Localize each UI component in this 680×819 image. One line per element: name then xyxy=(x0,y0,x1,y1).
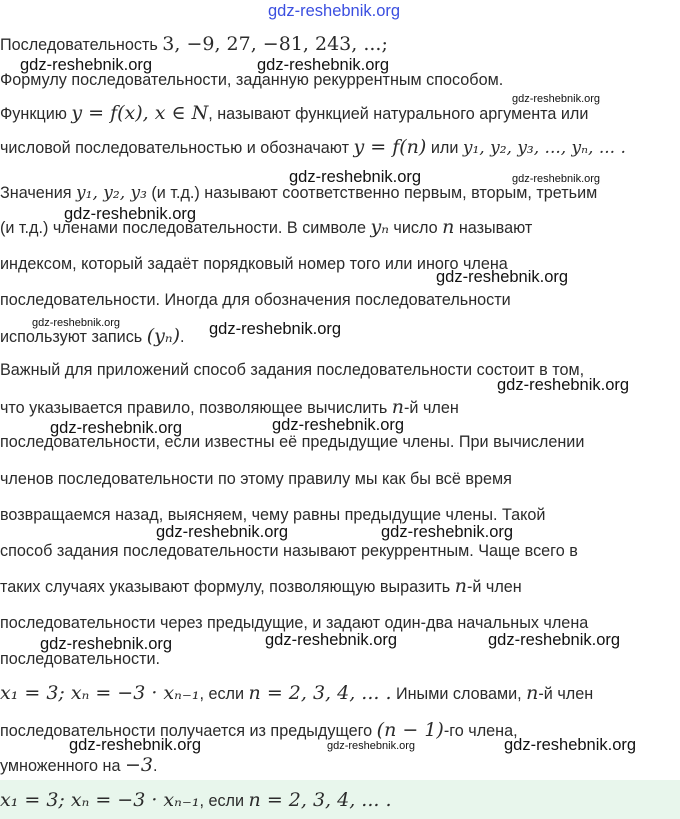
watermark: gdz-reshebnik.org xyxy=(497,376,630,394)
watermark: gdz-reshebnik.org xyxy=(257,56,390,74)
watermark: gdz-reshebnik.org xyxy=(265,631,398,649)
watermark: gdz-reshebnik.org xyxy=(20,56,153,74)
watermark: gdz-reshebnik.org xyxy=(32,317,121,329)
text-line: возвращаемся назад, выясняем, чему равны предыдущие члены. Такой xyxy=(0,506,546,524)
answer-formula: x₁ = 3; xₙ = −3 · xₙ₋₁, если n = 2, 3, 4, ... . xyxy=(0,789,392,811)
formula-line: x₁ = 3; xₙ = −3 · xₙ₋₁, если n = 2, 3, 4, ... . Иными словами, n-й член xyxy=(0,682,594,704)
text-line: таких случаях указывают формулу, позволяющую выразить n-й член xyxy=(0,575,522,597)
watermark: gdz-reshebnik.org xyxy=(209,320,342,338)
watermark: gdz-reshebnik.org xyxy=(289,168,422,186)
text-line: Значения y₁, y₂, y₃ (и т.д.) называют соответственно первым, вторым, третьим xyxy=(0,183,598,203)
watermark: gdz-reshebnik.org xyxy=(512,93,601,105)
watermark: gdz-reshebnik.org xyxy=(436,268,569,286)
text-line: последовательности, если известны её предыдущие члены. При вычислении xyxy=(0,433,585,451)
text-line: числовой последовательностью и обозначают y = f(n) или y₁, y₂, y₃, ..., yₙ, ... . xyxy=(0,136,626,158)
watermark: gdz-reshebnik.org xyxy=(504,736,637,754)
watermark: gdz-reshebnik.org xyxy=(381,523,514,541)
text-line: последовательности получается из предыдущего (n − 1)-го члена, xyxy=(0,719,518,741)
sequence-line: Последовательность 3, −9, 27, −81, 243, ...; xyxy=(0,33,388,55)
watermark: gdz-reshebnik.org xyxy=(272,416,405,434)
text-line: последовательности. Иногда для обозначения последовательности xyxy=(0,291,511,309)
text-line: Функцию y = f(x), x ∈ N, называют функцией натурального аргумента или xyxy=(0,102,589,124)
text-line: индексом, который задаёт порядковый номер того или иного члена xyxy=(0,255,508,273)
text-line: последовательности. xyxy=(0,650,161,668)
text-line: способ задания последовательности называют рекуррентным. Чаще всего в xyxy=(0,542,578,560)
watermark: gdz-reshebnik.org xyxy=(64,205,197,223)
watermark-top: gdz-reshebnik.org xyxy=(268,2,401,20)
text-line: используют запись (yₙ). xyxy=(0,325,185,347)
text-line: Важный для приложений способ задания последовательности состоит в том, xyxy=(0,361,585,379)
text-line: последовательности через предыдущие, и задают один-два начальных члена xyxy=(0,614,589,632)
text-line: (и т.д.) членами последовательности. В символе yₙ число n называют xyxy=(0,216,533,238)
watermark: gdz-reshebnik.org xyxy=(69,736,202,754)
watermark: gdz-reshebnik.org xyxy=(50,419,183,437)
watermark: gdz-reshebnik.org xyxy=(488,631,621,649)
text-line: что указывается правило, позволяющее вычислить n-й член xyxy=(0,396,459,418)
task-line: Формулу последовательности, заданную рекуррентным способом. xyxy=(0,71,504,89)
text-line: членов последовательности по этому правилу мы как бы всё время xyxy=(0,470,512,488)
watermark: gdz-reshebnik.org xyxy=(40,635,173,653)
text-line: умноженного на −3. xyxy=(0,754,158,776)
watermark: gdz-reshebnik.org xyxy=(156,523,289,541)
watermark: gdz-reshebnik.org xyxy=(512,173,601,185)
answer-box xyxy=(0,780,680,819)
watermark: gdz-reshebnik.org xyxy=(327,740,416,752)
